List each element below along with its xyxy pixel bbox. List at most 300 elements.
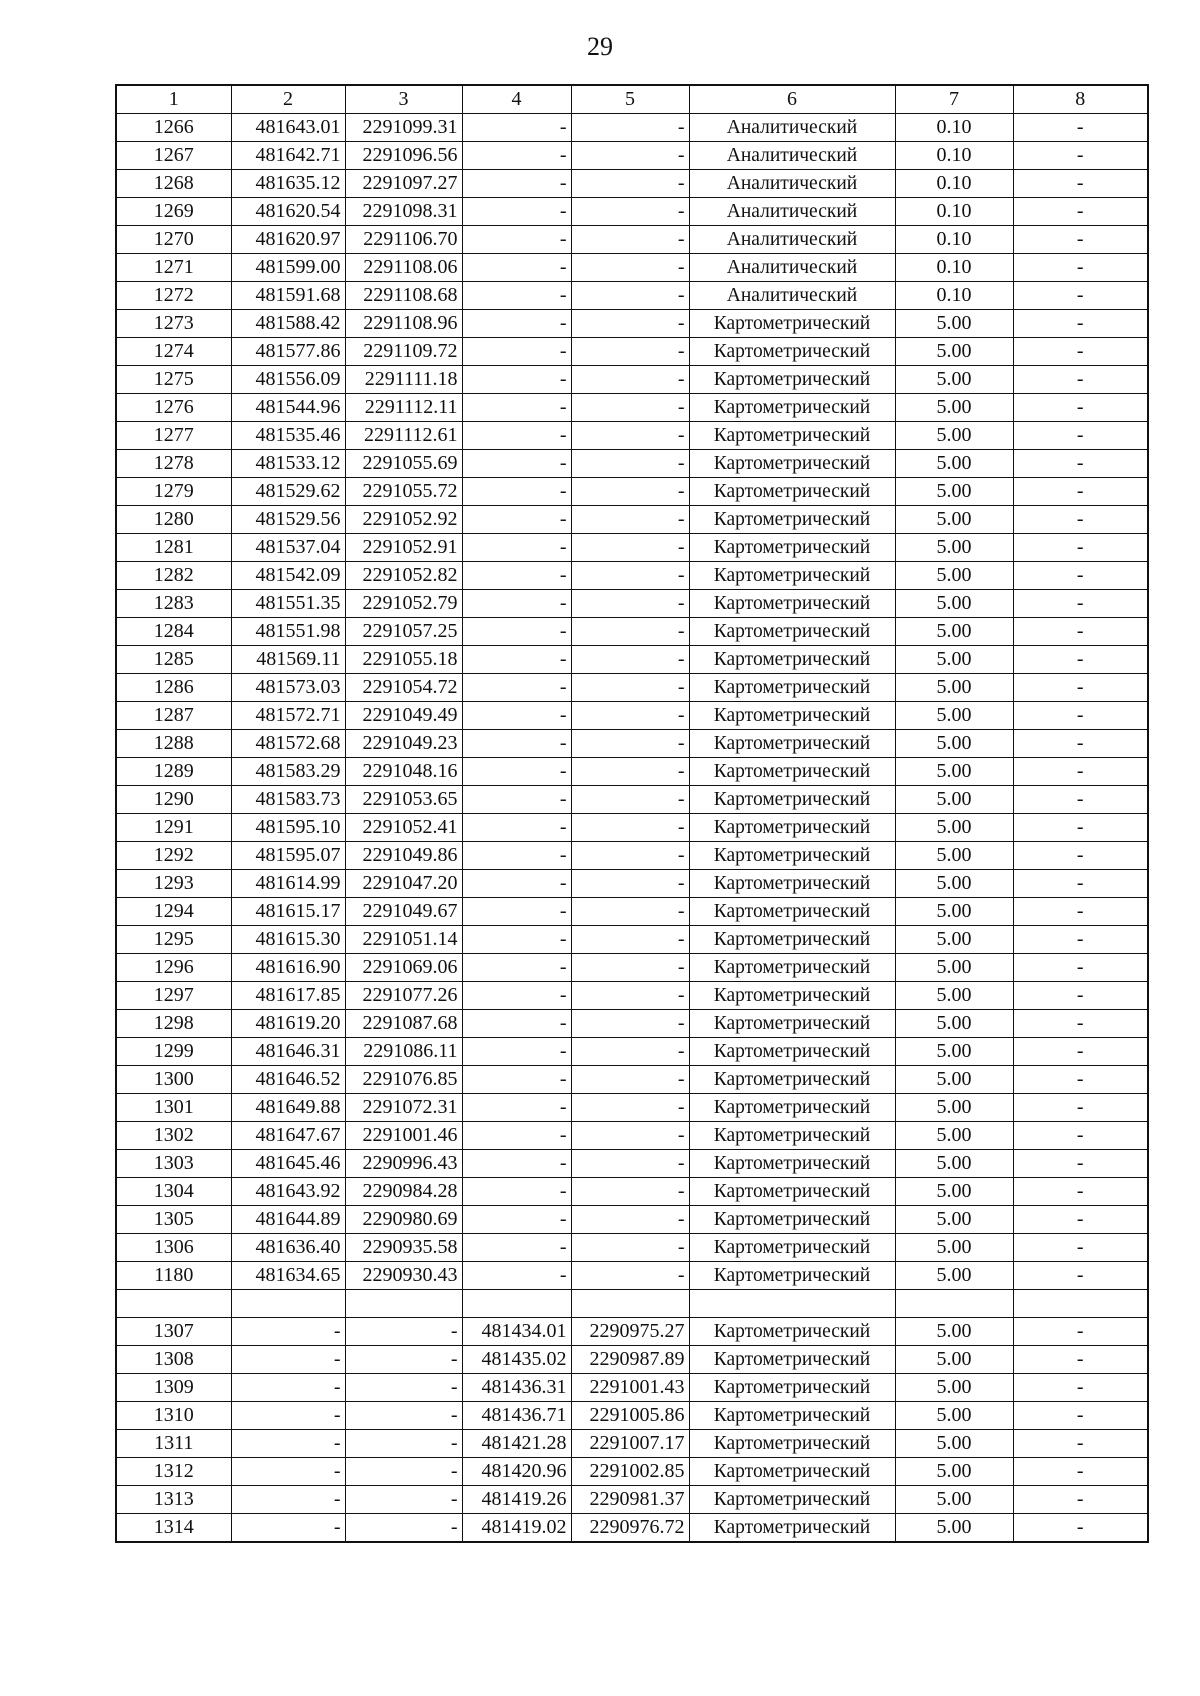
method-cell: Картометрический	[689, 366, 895, 394]
point-id-cell: 1314	[116, 1514, 231, 1543]
point-id-cell: 1281	[116, 534, 231, 562]
y-coord-cell: 2291054.72	[345, 674, 462, 702]
y-coord-cell: 2291097.27	[345, 170, 462, 198]
y-coord-cell: 2291086.11	[345, 1038, 462, 1066]
y-coord-cell: 2291055.69	[345, 450, 462, 478]
y-coord-cell: 2291052.79	[345, 590, 462, 618]
table-row	[116, 982, 1148, 1010]
point-id-cell: 1298	[116, 1010, 231, 1038]
note-cell: -	[1013, 842, 1148, 870]
y-coord-alt-cell: -	[571, 842, 689, 870]
x-coord-cell: 481556.09	[231, 366, 345, 394]
accuracy-cell: 5.00	[895, 618, 1013, 646]
note-cell: -	[1013, 1178, 1148, 1206]
y-coord-cell: 2291049.23	[345, 730, 462, 758]
point-id-cell: 1309	[116, 1374, 231, 1402]
x-coord-alt-cell: -	[462, 646, 571, 674]
method-cell: Картометрический	[689, 898, 895, 926]
x-coord-cell: 481533.12	[231, 450, 345, 478]
point-id-cell: 1268	[116, 170, 231, 198]
y-coord-alt-cell: -	[571, 198, 689, 226]
x-coord-cell: 481537.04	[231, 534, 345, 562]
y-coord-cell: 2290935.58	[345, 1234, 462, 1262]
point-id-cell: 1299	[116, 1038, 231, 1066]
table-row	[116, 1010, 1148, 1038]
column-header: 5	[571, 85, 689, 114]
table-row	[116, 170, 1148, 198]
method-cell: Картометрический	[689, 562, 895, 590]
y-coord-alt-cell	[571, 1290, 689, 1318]
point-id-cell: 1289	[116, 758, 231, 786]
accuracy-cell: 5.00	[895, 1066, 1013, 1094]
x-coord-cell: 481634.65	[231, 1262, 345, 1290]
method-cell: Аналитический	[689, 114, 895, 142]
note-cell: -	[1013, 254, 1148, 282]
point-id-cell: 1283	[116, 590, 231, 618]
y-coord-cell: 2290984.28	[345, 1178, 462, 1206]
x-coord-cell: 481614.99	[231, 870, 345, 898]
y-coord-cell: -	[345, 1514, 462, 1543]
note-cell: -	[1013, 954, 1148, 982]
accuracy-cell: 5.00	[895, 1402, 1013, 1430]
method-cell: Картометрический	[689, 1486, 895, 1514]
point-id-cell: 1290	[116, 786, 231, 814]
x-coord-cell: -	[231, 1346, 345, 1374]
table-row	[116, 478, 1148, 506]
method-cell: Картометрический	[689, 1430, 895, 1458]
method-cell: Картометрический	[689, 534, 895, 562]
x-coord-alt-cell: -	[462, 786, 571, 814]
method-cell: Картометрический	[689, 758, 895, 786]
x-coord-cell: 481643.92	[231, 1178, 345, 1206]
point-id-cell: 1291	[116, 814, 231, 842]
x-coord-alt-cell: -	[462, 198, 571, 226]
table-row	[116, 1178, 1148, 1206]
x-coord-cell: 481544.96	[231, 394, 345, 422]
x-coord-cell: 481635.12	[231, 170, 345, 198]
y-coord-alt-cell: -	[571, 254, 689, 282]
point-id-cell: 1275	[116, 366, 231, 394]
x-coord-cell: 481647.67	[231, 1122, 345, 1150]
method-cell: Картометрический	[689, 1514, 895, 1543]
table-row	[116, 450, 1148, 478]
point-id-cell: 1282	[116, 562, 231, 590]
table-row	[116, 366, 1148, 394]
y-coord-cell: 2290980.69	[345, 1206, 462, 1234]
method-cell: Аналитический	[689, 170, 895, 198]
x-coord-alt-cell: -	[462, 562, 571, 590]
note-cell: -	[1013, 1038, 1148, 1066]
y-coord-alt-cell: -	[571, 1150, 689, 1178]
point-id-cell: 1301	[116, 1094, 231, 1122]
table-row	[116, 814, 1148, 842]
x-coord-alt-cell: 481435.02	[462, 1346, 571, 1374]
x-coord-cell: 481583.73	[231, 786, 345, 814]
point-id-cell: 1180	[116, 1262, 231, 1290]
table-row	[116, 142, 1148, 170]
accuracy-cell: 5.00	[895, 1094, 1013, 1122]
point-id-cell: 1285	[116, 646, 231, 674]
note-cell: -	[1013, 1514, 1148, 1543]
table-row	[116, 1094, 1148, 1122]
point-id-cell: 1300	[116, 1066, 231, 1094]
column-header: 2	[231, 85, 345, 114]
y-coord-alt-cell: -	[571, 338, 689, 366]
method-cell: Аналитический	[689, 198, 895, 226]
accuracy-cell: 5.00	[895, 842, 1013, 870]
accuracy-cell: 5.00	[895, 1178, 1013, 1206]
y-coord-cell: -	[345, 1486, 462, 1514]
note-cell: -	[1013, 1430, 1148, 1458]
note-cell: -	[1013, 450, 1148, 478]
table-row	[116, 1122, 1148, 1150]
x-coord-alt-cell: -	[462, 926, 571, 954]
x-coord-alt-cell: -	[462, 870, 571, 898]
x-coord-cell: 481535.46	[231, 422, 345, 450]
note-cell: -	[1013, 282, 1148, 310]
y-coord-cell: 2291087.68	[345, 1010, 462, 1038]
column-header: 8	[1013, 85, 1148, 114]
y-coord-alt-cell: -	[571, 562, 689, 590]
accuracy-cell: 5.00	[895, 366, 1013, 394]
method-cell: Картометрический	[689, 1150, 895, 1178]
table-row	[116, 1374, 1148, 1402]
point-id-cell: 1272	[116, 282, 231, 310]
y-coord-alt-cell: -	[571, 954, 689, 982]
method-cell: Картометрический	[689, 730, 895, 758]
y-coord-alt-cell: -	[571, 478, 689, 506]
accuracy-cell: 0.10	[895, 226, 1013, 254]
y-coord-cell: 2290930.43	[345, 1262, 462, 1290]
method-cell: Картометрический	[689, 1066, 895, 1094]
note-cell: -	[1013, 1066, 1148, 1094]
note-cell: -	[1013, 394, 1148, 422]
point-id-cell: 1310	[116, 1402, 231, 1430]
note-cell: -	[1013, 534, 1148, 562]
accuracy-cell: 5.00	[895, 1430, 1013, 1458]
column-header: 1	[116, 85, 231, 114]
point-id-cell: 1274	[116, 338, 231, 366]
point-id-cell: 1302	[116, 1122, 231, 1150]
method-cell: Картометрический	[689, 338, 895, 366]
point-id-cell: 1304	[116, 1178, 231, 1206]
x-coord-cell: 481643.01	[231, 114, 345, 142]
accuracy-cell: 5.00	[895, 702, 1013, 730]
y-coord-alt-cell: -	[571, 758, 689, 786]
y-coord-alt-cell: -	[571, 142, 689, 170]
table-row	[116, 254, 1148, 282]
x-coord-alt-cell: 481419.02	[462, 1514, 571, 1543]
accuracy-cell: 5.00	[895, 870, 1013, 898]
point-id-cell: 1287	[116, 702, 231, 730]
table-row	[116, 1346, 1148, 1374]
x-coord-cell: 481642.71	[231, 142, 345, 170]
x-coord-cell: 481572.71	[231, 702, 345, 730]
method-cell: Картометрический	[689, 982, 895, 1010]
y-coord-cell: 2291048.16	[345, 758, 462, 786]
table-row	[116, 1206, 1148, 1234]
x-coord-cell: 481577.86	[231, 338, 345, 366]
method-cell: Картометрический	[689, 842, 895, 870]
y-coord-alt-cell: -	[571, 646, 689, 674]
x-coord-cell: 481644.89	[231, 1206, 345, 1234]
method-cell: Картометрический	[689, 506, 895, 534]
accuracy-cell: 0.10	[895, 142, 1013, 170]
note-cell: -	[1013, 674, 1148, 702]
y-coord-alt-cell: -	[571, 534, 689, 562]
accuracy-cell: 5.00	[895, 1374, 1013, 1402]
x-coord-alt-cell: 481419.26	[462, 1486, 571, 1514]
table-row	[116, 1150, 1148, 1178]
table-header-row	[116, 85, 1148, 114]
accuracy-cell: 5.00	[895, 1318, 1013, 1346]
column-header: 3	[345, 85, 462, 114]
x-coord-cell: 481615.17	[231, 898, 345, 926]
point-id-cell: 1288	[116, 730, 231, 758]
x-coord-alt-cell: -	[462, 478, 571, 506]
table-row	[116, 786, 1148, 814]
method-cell: Картометрический	[689, 394, 895, 422]
y-coord-alt-cell: -	[571, 870, 689, 898]
table-row	[116, 954, 1148, 982]
note-cell: -	[1013, 1234, 1148, 1262]
x-coord-alt-cell: -	[462, 506, 571, 534]
x-coord-alt-cell: -	[462, 1094, 571, 1122]
y-coord-cell: 2291108.68	[345, 282, 462, 310]
x-coord-cell: 481551.35	[231, 590, 345, 618]
y-coord-cell: 2291108.96	[345, 310, 462, 338]
x-coord-alt-cell: 481436.71	[462, 1402, 571, 1430]
x-coord-alt-cell: -	[462, 422, 571, 450]
table-row	[116, 1262, 1148, 1290]
method-cell: Картометрический	[689, 478, 895, 506]
note-cell: -	[1013, 730, 1148, 758]
y-coord-cell: 2290996.43	[345, 1150, 462, 1178]
method-cell: Аналитический	[689, 254, 895, 282]
table-row	[116, 226, 1148, 254]
point-id-cell: 1279	[116, 478, 231, 506]
x-coord-cell	[231, 1290, 345, 1318]
x-coord-alt-cell: -	[462, 1122, 571, 1150]
y-coord-cell: 2291052.82	[345, 562, 462, 590]
method-cell: Картометрический	[689, 1206, 895, 1234]
x-coord-cell: 481599.00	[231, 254, 345, 282]
table-row	[116, 1486, 1148, 1514]
table-row	[116, 1290, 1148, 1318]
point-id-cell: 1277	[116, 422, 231, 450]
point-id-cell: 1271	[116, 254, 231, 282]
method-cell: Картометрический	[689, 1010, 895, 1038]
method-cell: Картометрический	[689, 1374, 895, 1402]
x-coord-alt-cell: -	[462, 1262, 571, 1290]
x-coord-alt-cell: -	[462, 1234, 571, 1262]
y-coord-alt-cell: 2290976.72	[571, 1514, 689, 1543]
x-coord-cell: -	[231, 1514, 345, 1543]
y-coord-cell: 2291057.25	[345, 618, 462, 646]
page-number: 29	[587, 32, 613, 61]
x-coord-alt-cell: -	[462, 730, 571, 758]
accuracy-cell: 5.00	[895, 898, 1013, 926]
x-coord-alt-cell: -	[462, 618, 571, 646]
x-coord-alt-cell: -	[462, 254, 571, 282]
y-coord-cell	[345, 1290, 462, 1318]
accuracy-cell: 5.00	[895, 786, 1013, 814]
y-coord-cell: 2291052.41	[345, 814, 462, 842]
note-cell: -	[1013, 814, 1148, 842]
y-coord-cell: 2291108.06	[345, 254, 462, 282]
y-coord-alt-cell: -	[571, 506, 689, 534]
method-cell: Картометрический	[689, 1262, 895, 1290]
table-row	[116, 310, 1148, 338]
point-id-cell: 1278	[116, 450, 231, 478]
x-coord-alt-cell: -	[462, 1206, 571, 1234]
x-coord-cell: 481636.40	[231, 1234, 345, 1262]
point-id-cell: 1306	[116, 1234, 231, 1262]
x-coord-cell: -	[231, 1374, 345, 1402]
y-coord-alt-cell: -	[571, 1038, 689, 1066]
point-id-cell: 1294	[116, 898, 231, 926]
point-id-cell: 1311	[116, 1430, 231, 1458]
x-coord-cell: 481619.20	[231, 1010, 345, 1038]
x-coord-alt-cell: -	[462, 1038, 571, 1066]
x-coord-alt-cell: -	[462, 758, 571, 786]
accuracy-cell: 5.00	[895, 394, 1013, 422]
accuracy-cell: 5.00	[895, 338, 1013, 366]
column-header: 7	[895, 85, 1013, 114]
method-cell: Картометрический	[689, 954, 895, 982]
x-coord-cell: 481620.97	[231, 226, 345, 254]
x-coord-cell: 481595.10	[231, 814, 345, 842]
x-coord-alt-cell: -	[462, 366, 571, 394]
accuracy-cell: 5.00	[895, 506, 1013, 534]
method-cell: Аналитический	[689, 226, 895, 254]
note-cell	[1013, 1290, 1148, 1318]
point-id-cell	[116, 1290, 231, 1318]
table-row	[116, 870, 1148, 898]
point-id-cell: 1266	[116, 114, 231, 142]
table-row	[116, 898, 1148, 926]
point-id-cell: 1296	[116, 954, 231, 982]
table-row	[116, 1234, 1148, 1262]
y-coord-cell: 2291112.11	[345, 394, 462, 422]
accuracy-cell: 5.00	[895, 422, 1013, 450]
y-coord-alt-cell: -	[571, 590, 689, 618]
y-coord-alt-cell: -	[571, 730, 689, 758]
accuracy-cell: 5.00	[895, 1262, 1013, 1290]
y-coord-alt-cell: -	[571, 366, 689, 394]
note-cell: -	[1013, 114, 1148, 142]
y-coord-cell: 2291098.31	[345, 198, 462, 226]
y-coord-cell: -	[345, 1346, 462, 1374]
y-coord-cell: 2291055.72	[345, 478, 462, 506]
accuracy-cell: 5.00	[895, 1346, 1013, 1374]
y-coord-alt-cell: -	[571, 1094, 689, 1122]
point-id-cell: 1284	[116, 618, 231, 646]
note-cell: -	[1013, 1206, 1148, 1234]
y-coord-alt-cell: -	[571, 1010, 689, 1038]
note-cell: -	[1013, 1122, 1148, 1150]
x-coord-cell: 481595.07	[231, 842, 345, 870]
method-cell: Картометрический	[689, 1038, 895, 1066]
y-coord-alt-cell: -	[571, 982, 689, 1010]
x-coord-alt-cell: -	[462, 534, 571, 562]
x-coord-alt-cell: 481436.31	[462, 1374, 571, 1402]
method-cell: Картометрический	[689, 814, 895, 842]
note-cell: -	[1013, 198, 1148, 226]
x-coord-cell: -	[231, 1318, 345, 1346]
accuracy-cell: 5.00	[895, 310, 1013, 338]
accuracy-cell: 5.00	[895, 1010, 1013, 1038]
x-coord-cell: 481542.09	[231, 562, 345, 590]
y-coord-cell: 2291111.18	[345, 366, 462, 394]
note-cell: -	[1013, 1486, 1148, 1514]
accuracy-cell: 0.10	[895, 170, 1013, 198]
x-coord-cell: 481583.29	[231, 758, 345, 786]
method-cell: Картометрический	[689, 310, 895, 338]
accuracy-cell: 5.00	[895, 954, 1013, 982]
method-cell: Картометрический	[689, 870, 895, 898]
y-coord-alt-cell: -	[571, 1234, 689, 1262]
x-coord-alt-cell: -	[462, 954, 571, 982]
accuracy-cell: 5.00	[895, 1234, 1013, 1262]
y-coord-alt-cell: -	[571, 1122, 689, 1150]
x-coord-cell: 481620.54	[231, 198, 345, 226]
x-coord-cell: 481551.98	[231, 618, 345, 646]
accuracy-cell: 5.00	[895, 1206, 1013, 1234]
x-coord-cell: 481569.11	[231, 646, 345, 674]
y-coord-alt-cell: -	[571, 1178, 689, 1206]
x-coord-alt-cell: -	[462, 282, 571, 310]
accuracy-cell: 5.00	[895, 1150, 1013, 1178]
y-coord-cell: 2291052.91	[345, 534, 462, 562]
y-coord-alt-cell: 2291002.85	[571, 1458, 689, 1486]
note-cell: -	[1013, 1402, 1148, 1430]
method-cell: Картометрический	[689, 702, 895, 730]
method-cell: Картометрический	[689, 1094, 895, 1122]
note-cell: -	[1013, 926, 1148, 954]
accuracy-cell: 0.10	[895, 254, 1013, 282]
table-row	[116, 1402, 1148, 1430]
x-coord-alt-cell: -	[462, 590, 571, 618]
point-id-cell: 1280	[116, 506, 231, 534]
x-coord-cell: 481591.68	[231, 282, 345, 310]
accuracy-cell: 5.00	[895, 534, 1013, 562]
table-row	[116, 842, 1148, 870]
note-cell: -	[1013, 1346, 1148, 1374]
x-coord-alt-cell: -	[462, 898, 571, 926]
x-coord-cell: 481529.56	[231, 506, 345, 534]
method-cell: Картометрический	[689, 674, 895, 702]
note-cell: -	[1013, 1150, 1148, 1178]
note-cell: -	[1013, 170, 1148, 198]
method-cell: Картометрический	[689, 1318, 895, 1346]
y-coord-alt-cell: -	[571, 1262, 689, 1290]
point-id-cell: 1312	[116, 1458, 231, 1486]
x-coord-cell: -	[231, 1402, 345, 1430]
table-row	[116, 646, 1148, 674]
point-id-cell: 1303	[116, 1150, 231, 1178]
accuracy-cell: 5.00	[895, 1486, 1013, 1514]
method-cell: Картометрический	[689, 1346, 895, 1374]
table-row	[116, 702, 1148, 730]
table-row	[116, 730, 1148, 758]
table-row	[116, 674, 1148, 702]
note-cell: -	[1013, 786, 1148, 814]
method-cell: Картометрический	[689, 422, 895, 450]
table-row	[116, 1430, 1148, 1458]
y-coord-cell: 2291077.26	[345, 982, 462, 1010]
point-id-cell: 1286	[116, 674, 231, 702]
